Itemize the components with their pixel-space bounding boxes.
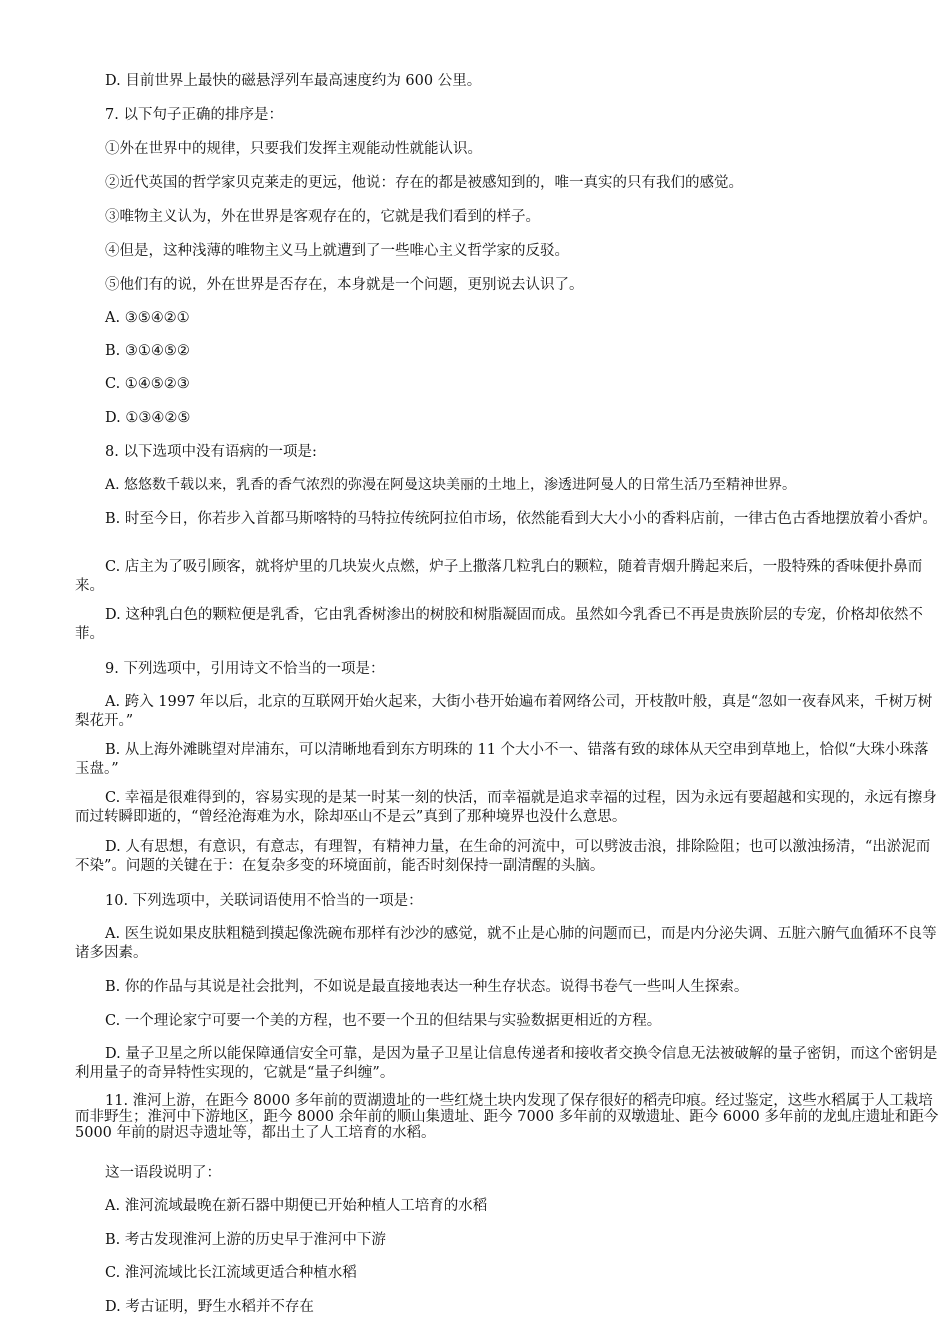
q10-option-c: C. 一个理论家宁可要一个美的方程，也不要一个丑的但结果与实验数据更相近的方程。 — [105, 1013, 662, 1029]
q8-option-c: C. 店主为了吸引顾客，就将炉里的几块炭火点燃，炉子上撒落几粒乳白的颗粒，随着青烟升腾起来后，一股特殊的香味便扑鼻而来。 — [75, 559, 923, 594]
q10-option-d: D. 量子卫星之所以能保障通信安全可靠，是因为量子卫星让信息传递者和接收者交换令信息无法被破解的量子密钥，而这个密钥是利用量子的奇异特性实现的，它就是“量子纠缠”。 — [75, 1046, 938, 1081]
q7-sentence-3: ③唯物主义认为，外在世界是客观存在的，它就是我们看到的样子。 — [105, 209, 540, 225]
q11-option-d: D. 考古证明，野生水稻并不存在 — [105, 1299, 314, 1315]
q8-stem: 8. 以下选项中没有语病的一项是: — [105, 444, 317, 460]
q8-option-a: A. 悠悠数千载以来，乳香的香气浓烈的弥漫在阿曼这块美丽的土地上，渗透进阿曼人的日常生活乃至精神世界。 — [105, 477, 797, 493]
q7-sentence-5: ⑤他们有的说，外在世界是否存在，本身就是一个问题，更别说去认识了。 — [105, 277, 584, 293]
q11-passage: 11. 淮河上游，在距今 8000 多年前的贾湖遗址的一些红烧土块内发现了保存很好的稻壳印痕。经过鉴定，这些水稻属于人工栽培而非野生；淮河中下游地区，距今 8000 余年前的顺山集遗址、距今 7000 多年前的双墩遗址、距今 6000 多年前的龙虬庄遗址和距今 5000 年前的尉迟寺遗址等，都出土了人工培育的水稻。 — [75, 1093, 939, 1141]
q9-option-c: C. 幸福是很难得到的，容易实现的是某一时某一刻的快活，而幸福就是追求幸福的过程，因为永远有要超越和实现的，永远有擦身而过转瞬即逝的，“曾经沧海难为水，除却巫山不是云”真到了那种境界也没什么意思。 — [75, 790, 937, 825]
q7-option-b: B. ③①④⑤② — [105, 343, 190, 359]
q8-option-d: D. 这种乳白色的颗粒便是乳香，它由乳香树渗出的树胶和树脂凝固而成。虽然如今乳香已不再是贵族阶层的专宠，价格却依然不菲。 — [75, 607, 923, 642]
q7-stem: 7. 以下句子正确的排序是： — [105, 107, 283, 123]
q8-option-b: B. 时至今日，你若步入首都马斯喀特的马特拉传统阿拉伯市场，依然能看到大大小小的香料店前，一律古色古香地摆放着小香炉。 — [105, 511, 937, 527]
q7-sentence-1: ①外在世界中的规律，只要我们发挥主观能动性就能认识。 — [105, 141, 482, 157]
q10-option-b: B. 你的作品与其说是社会批判，不如说是最直接地表达一种生存状态。说得书卷气一些叫人生探索。 — [105, 979, 749, 995]
q9-option-d: D. 人有思想，有意识，有意志，有理智，有精神力量，在生命的河流中，可以劈波击浪，排除险阻；也可以激浊扬清，“出淤泥而不染”。问题的关键在于：在复杂多变的环境面前，能否时刻保持一副清醒的头脑。 — [75, 839, 931, 874]
q9-stem: 9. 下列选项中，引用诗文不恰当的一项是： — [105, 661, 385, 677]
q6-option-d: D. 目前世界上最快的磁悬浮列车最高速度约为 600 公里。 — [105, 73, 482, 89]
q9-option-a: A. 跨入 1997 年以后，北京的互联网开始火起来，大街小巷开始遍布着网络公司，开枝散叶般，真是“忽如一夜春风来，千树万树梨花开。” — [75, 694, 933, 729]
q7-sentence-4: ④但是，这种浅薄的唯物主义马上就遭到了一些唯心主义哲学家的反驳。 — [105, 243, 569, 259]
q11-stem: 这一语段说明了： — [105, 1165, 221, 1181]
q7-option-c: C. ①④⑤②③ — [105, 376, 190, 392]
q11-option-b: B. 考古发现淮河上游的历史早于淮河中下游 — [105, 1232, 386, 1248]
q10-option-a: A. 医生说如果皮肤粗糙到摸起像洗碗布那样有沙沙的感觉，就不止是心肺的问题而已，而是内分泌失调、五脏六腑气血循环不良等诸多因素。 — [75, 926, 937, 961]
q10-stem: 10. 下列选项中，关联词语使用不恰当的一项是： — [105, 893, 423, 909]
q7-option-d: D. ①③④②⑤ — [105, 410, 191, 426]
q11-option-a: A. 淮河流域最晚在新石器中期便已开始种植人工培育的水稻 — [105, 1198, 488, 1214]
q7-sentence-2: ②近代英国的哲学家贝克莱走的更远，他说：存在的都是被感知到的，唯一真实的只有我们的感觉。 — [105, 175, 743, 191]
q7-option-a: A. ③⑤④②① — [105, 310, 190, 326]
q9-option-b: B. 从上海外滩眺望对岸浦东，可以清晰地看到东方明珠的 11 个大小不一、错落有致的球体从天空串到草地上，恰似“大珠小珠落玉盘。” — [75, 742, 929, 777]
q11-option-c: C. 淮河流域比长江流域更适合种植水稻 — [105, 1265, 357, 1281]
